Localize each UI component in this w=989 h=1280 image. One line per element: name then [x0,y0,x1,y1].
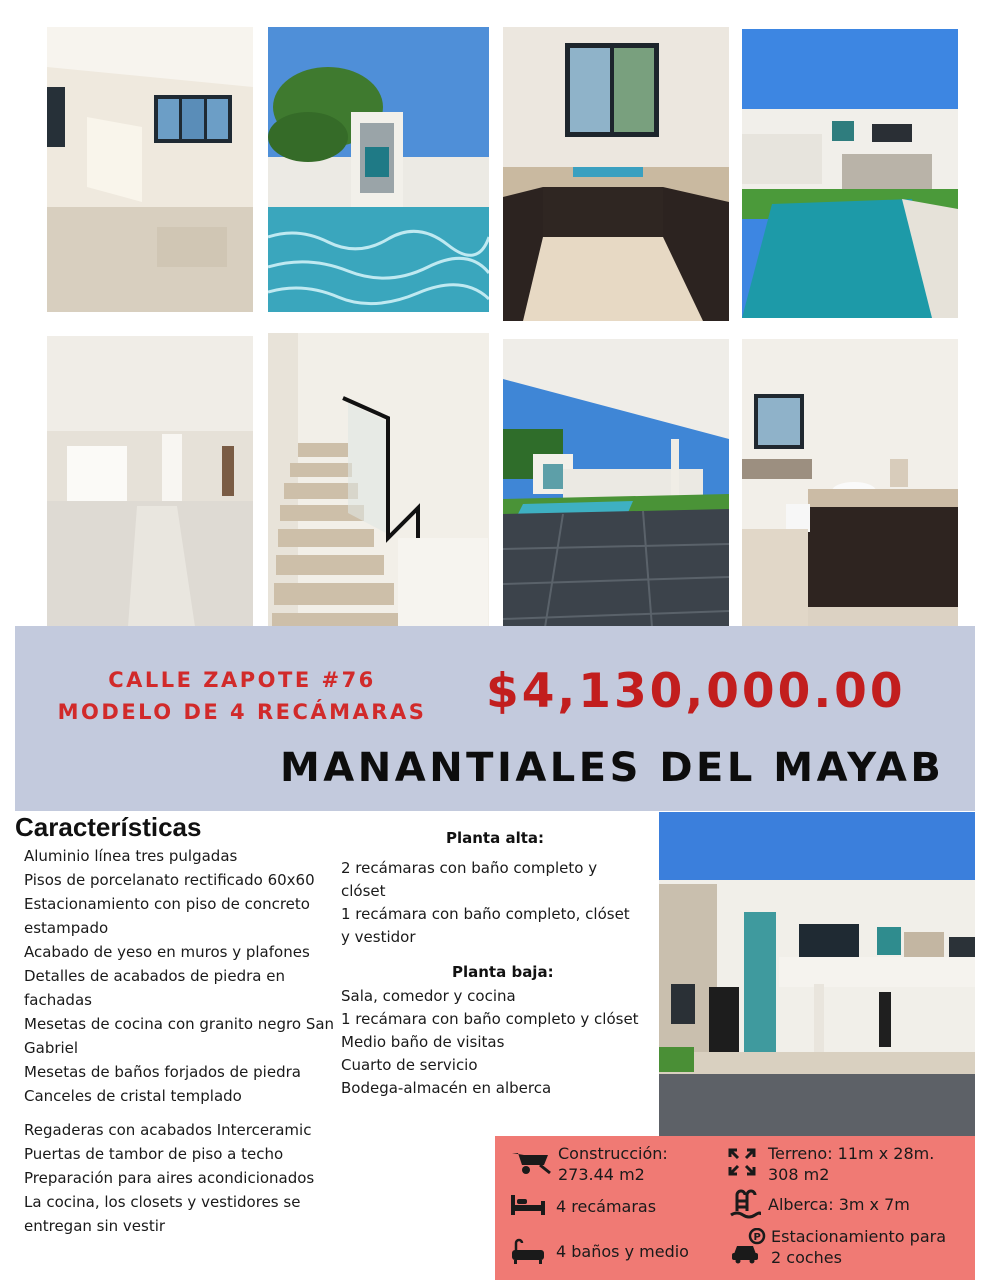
bathroom-photo [742,339,958,640]
feature-item: La cocina, los closets y vestidores se entregan sin vestir [24,1193,301,1235]
svg-text:P: P [753,1232,761,1243]
property-price: $4,130,000.00 [486,664,906,719]
feature-item: Detalles de acabados de piedra en fachadas [24,967,285,1009]
lower-floor-item: Bodega-almacén en alberca [341,1079,552,1097]
pool-stat: Alberca: 3m x 7m [768,1195,910,1214]
construction-stat: Construcción: 273.44 m2 [558,1144,668,1184]
house-facade-photo [659,812,975,1140]
open-floor-photo [47,336,253,640]
feature-item: Pisos de porcelanato rectificado 60x60 [24,871,315,889]
upper-floor-title: Planta alta: [446,829,545,847]
bedrooms-stat: 4 recámaras [556,1197,657,1216]
feature-item: Canceles de cristal templado [24,1087,242,1105]
address-model: MODELO DE 4 RECÁMARAS [57,700,427,724]
feature-item: Mesetas de baños forjados de piedra [24,1063,301,1081]
features-list [24,844,354,1238]
kitchen-photo [503,27,729,321]
feature-item: Preparación para aires acondicionados [24,1169,315,1187]
feature-item: Regaderas con acabados Interceramic [24,1121,312,1139]
pool-backyard-photo [742,29,958,318]
pool-ladder-icon [729,1189,761,1219]
upper-floor-list [341,857,641,949]
car-parking-icon [730,1228,766,1264]
feature-item: Estacionamiento con piso de concreto estampado [24,895,310,937]
interior-living-room-photo [47,27,253,312]
feature-item: Acabado de yeso en muros y plafones [24,943,310,961]
features-title: Características [15,812,202,842]
bathrooms-stat: 4 baños y medio [556,1242,689,1261]
feature-item: Puertas de tambor de piso a techo [24,1145,284,1163]
development-name: MANANTIALES DEL MAYAB [280,745,945,791]
lower-floor-item: Cuarto de servicio [341,1056,478,1074]
covered-terrace-photo [503,339,729,640]
pool-fountain-photo [268,27,489,312]
feature-item: Mesetas de cocina con granito negro San Gabriel [24,1015,335,1057]
property-address [40,664,444,728]
staircase-photo [268,333,489,640]
address-street: CALLE ZAPOTE #76 [108,668,376,692]
upper-floor-item: 2 recámaras con baño completo y clóset [341,859,598,900]
bed-icon [510,1193,546,1217]
lower-floor-list [341,985,659,1100]
feature-item: Aluminio línea tres pulgadas [24,847,238,865]
wheelbarrow-icon [510,1147,552,1175]
land-stat: Terreno: 11m x 28m. 308 m2 [768,1144,935,1184]
lower-floor-item: 1 recámara con baño completo y clóset [341,1010,639,1028]
expand-arrows-icon [727,1147,757,1177]
upper-floor-item: 1 recámara con baño completo, clóset y vestidor [341,905,630,946]
lower-floor-item: Sala, comedor y cocina [341,987,516,1005]
parking-stat: Estacionamiento para 2 coches [771,1227,947,1267]
bathtub-icon [510,1238,546,1266]
lower-floor-item: Medio baño de visitas [341,1033,505,1051]
lower-floor-title: Planta baja: [452,963,554,981]
